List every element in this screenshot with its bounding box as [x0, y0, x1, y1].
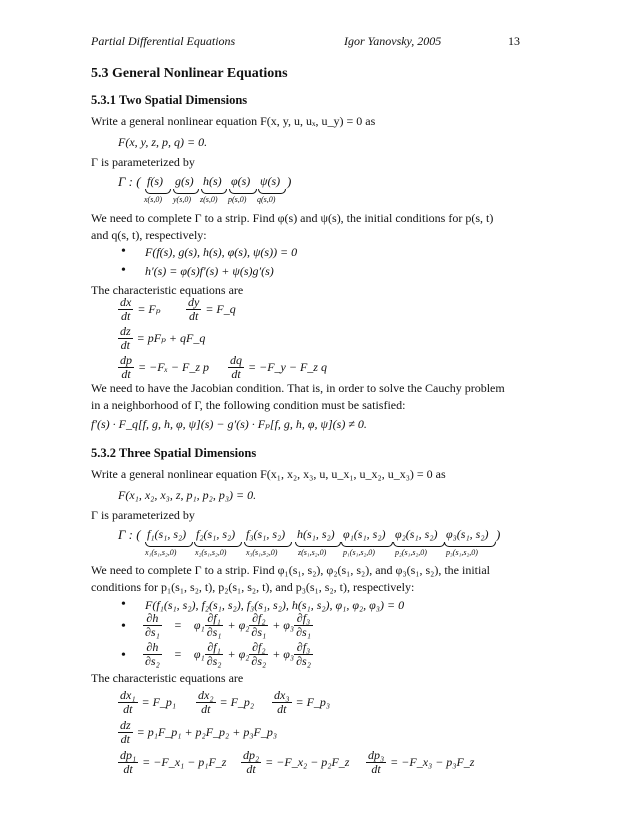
bullet: •: [121, 648, 126, 663]
bullet: •: [121, 597, 126, 612]
partial-equation: $\frac{\partial h}{\text{∂s₁}}$ = φ₁ $\frac{\text{∂f₁}}{\text{∂s₁}}$ + φ₂ $\frac{\text{∂f₂}}{\text{∂s₁}}$ + φ₃ $\frac{\text{∂f₃}}{\text{∂s₁}}$: [145, 611, 311, 639]
underbrace: [201, 189, 227, 194]
underbrace: [444, 542, 496, 547]
paragraph: We need to complete Γ to a strip. Find φ(s) and ψ(s), the initial conditions for p(s, t): [91, 211, 494, 225]
char-eq: $\frac{\text{dx₃}}{dt}$ = F_p₃: [274, 688, 331, 716]
paragraph: in a neighborhood of Γ, the following condition must be satisfied:: [91, 398, 406, 412]
gamma-sub: y(s,0): [173, 195, 191, 204]
underbrace: [173, 189, 199, 194]
gamma-sub: x₃(s₁,s₂,0): [246, 548, 278, 557]
bullet-equation: F(f(s), g(s), h(s), φ(s), ψ(s)) = 0: [145, 245, 298, 259]
char-eq: $\frac{dz}{dt}$ = pFₚ + qF_q: [120, 324, 206, 352]
underbrace: [341, 542, 393, 547]
paragraph: Γ is parameterized by: [91, 155, 195, 169]
gamma-sub: p₂(s₁,s₂,0): [395, 548, 427, 557]
underbrace: [194, 542, 242, 547]
equation: F(x, y, z, p, q) = 0.: [118, 135, 208, 149]
bullet: •: [121, 263, 126, 278]
gamma-lead: Γ : (: [118, 174, 141, 189]
paragraph: and q(s, t), respectively:: [91, 228, 207, 242]
gamma-term: f₂(s₁, s₂): [196, 527, 236, 541]
paragraph: The characteristic equations are: [91, 283, 244, 297]
gamma-term: f(s): [147, 174, 163, 188]
underbrace: [145, 189, 171, 194]
gamma-close: ): [287, 174, 292, 189]
paragraph: We need to complete Γ to a strip. Find φ₁(s₁, s₂), φ₂(s₁, s₂), and φ₃(s₁, s₂), the initial: [91, 563, 491, 577]
gamma-term: φ(s): [231, 174, 251, 188]
jacobian-condition: f′(s) · F_q[f, g, h, φ, ψ](s) − g′(s) · Fₚ[f, g, h, φ, ψ](s) ≠ 0.: [91, 417, 367, 431]
underbrace: [244, 542, 292, 547]
running-title: Partial Differential Equations: [91, 34, 236, 48]
paragraph: The characteristic equations are: [91, 671, 244, 685]
char-eq: $\frac{dx}{dt}$ = Fₚ: [120, 295, 161, 323]
char-eq: $\frac{\text{dx₁}}{dt}$ = F_p₁: [120, 688, 177, 716]
gamma-sub: p₃(s₁,s₂,0): [446, 548, 478, 557]
underbrace: [229, 189, 257, 194]
page-number: 13: [508, 34, 520, 48]
gamma-term: φ₃(s₁, s₂): [446, 527, 489, 541]
gamma-sub: p₁(s₁,s₂,0): [343, 548, 375, 557]
gamma-lead: Γ : (: [118, 527, 141, 542]
gamma-sub: q(s,0): [257, 195, 276, 204]
underbrace: [258, 189, 286, 194]
running-author: Igor Yanovsky, 2005: [344, 34, 442, 48]
gamma-term: h(s₁, s₂): [297, 527, 335, 541]
underbrace: [393, 542, 445, 547]
char-eq: $\frac{dq}{dt}$ = −F_y − F_z q: [230, 353, 327, 381]
char-eq: $\frac{dp}{dt}$ = −Fₓ − F_z p: [120, 353, 210, 381]
gamma-sub: x₁(s₁,s₂,0): [145, 548, 177, 557]
underbrace: [295, 542, 341, 547]
paragraph: conditions for p₁(s₁, s₂, t), p₂(s₁, s₂, t), and p₃(s₁, s₂, t), respectively:: [91, 580, 415, 594]
gamma-term: f₃(s₁, s₂): [246, 527, 286, 541]
bullet: •: [121, 619, 126, 634]
bullet-equation: F(f₁(s₁, s₂), f₂(s₁, s₂), f₃(s₁, s₂), h(s₁, s₂), φ₁, φ₂, φ₃) = 0: [145, 598, 405, 612]
gamma-sub: z(s,0): [200, 195, 218, 204]
gamma-sub: x₂(s₁,s₂,0): [195, 548, 227, 557]
gamma-term: φ₁(s₁, s₂): [343, 527, 386, 541]
paragraph: Γ is parameterized by: [91, 508, 195, 522]
subsection-heading-2d: 5.3.1 Two Spatial Dimensions: [91, 93, 248, 107]
gamma-term: g(s): [175, 174, 194, 188]
char-eq: $\frac{\text{dp₂}}{dt}$ = −F_x₂ − p₂F_z: [243, 748, 350, 776]
char-eq: $\frac{dz}{dt}$ = p₁F_p₁ + p₂F_p₂ + p₃F_p₃: [120, 718, 277, 746]
gamma-close: ): [496, 527, 501, 542]
char-eq: $\frac{\text{dx₂}}{dt}$ = F_p₂: [198, 688, 255, 716]
partial-equation: $\frac{\partial h}{\text{∂s₂}}$ = φ₁ $\frac{\text{∂f₁}}{\text{∂s₂}}$ + φ₂ $\frac{\text{∂f₂}}{\text{∂s₂}}$ + φ₃ $\frac{\text{∂f₃}}{\text{∂s₂}}$: [145, 640, 311, 668]
paragraph: Write a general nonlinear equation F(x, y, u, uₓ, u_y) = 0 as: [91, 114, 376, 128]
char-eq: $\frac{\text{dp₃}}{dt}$ = −F_x₃ − p₃F_z: [368, 748, 475, 776]
gamma-sub: z(s₁,s₂,0): [298, 548, 327, 557]
gamma-term: ψ(s): [260, 174, 281, 188]
gamma-term: f₁(s₁, s₂): [147, 527, 187, 541]
gamma-term: φ₂(s₁, s₂): [395, 527, 438, 541]
bullet: •: [121, 244, 126, 259]
underbrace: [145, 542, 193, 547]
char-eq: $\frac{dy}{dt}$ = F_q: [188, 295, 236, 323]
char-eq: $\frac{\text{dp₁}}{dt}$ = −F_x₁ − p₁F_z: [120, 748, 227, 776]
subsection-heading-3d: 5.3.2 Three Spatial Dimensions: [91, 446, 257, 460]
bullet-equation: h′(s) = φ(s)f′(s) + ψ(s)g′(s): [145, 264, 274, 278]
gamma-term: h(s): [203, 174, 222, 188]
section-heading: 5.3 General Nonlinear Equations: [91, 66, 288, 81]
gamma-sub: x(s,0): [144, 195, 162, 204]
paragraph: We need to have the Jacobian condition. That is, in order to solve the Cauchy problem: [91, 381, 505, 395]
paragraph: Write a general nonlinear equation F(x₁, x₂, x₃, u, u_x₁, u_x₂, u_x₃) = 0 as: [91, 467, 446, 481]
gamma-sub: p(s,0): [228, 195, 247, 204]
equation: F(x₁, x₂, x₃, z, p₁, p₂, p₃) = 0.: [118, 488, 257, 502]
